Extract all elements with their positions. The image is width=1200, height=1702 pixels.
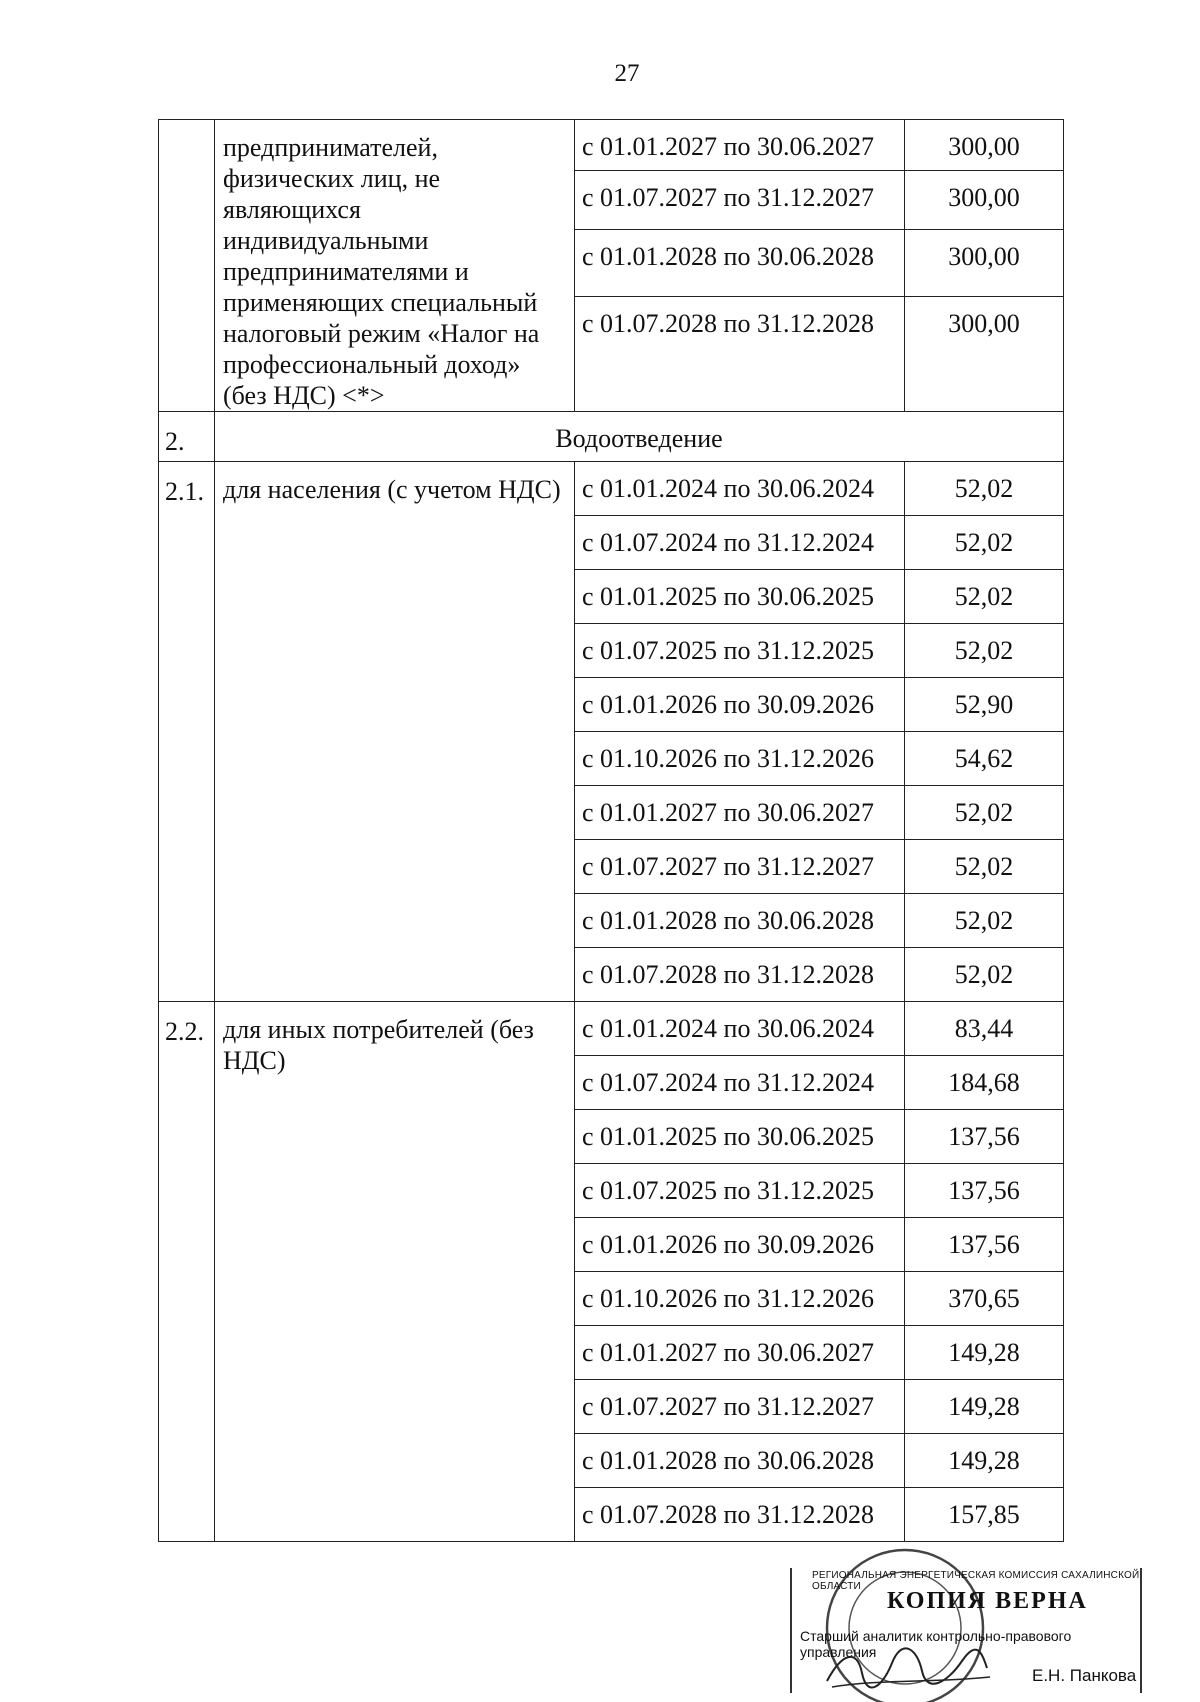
tariff-value-cell: 300,00 <box>905 120 1064 171</box>
period-cell: с 01.10.2026 по 31.12.2026 <box>575 732 905 786</box>
tariff-value-cell: 52,02 <box>905 624 1064 678</box>
handwritten-signature <box>822 1643 992 1693</box>
period-cell: с 01.01.2025 по 30.06.2025 <box>575 570 905 624</box>
period-cell: с 01.01.2027 по 30.06.2027 <box>575 120 905 171</box>
period-cell: с 01.01.2028 по 30.06.2028 <box>575 1434 905 1488</box>
tariff-value-cell: 137,56 <box>905 1164 1064 1218</box>
tariff-value-cell: 149,28 <box>905 1434 1064 1488</box>
consumer-group-cell: предпринимателей, физических лиц, не являющихся индивидуальными предпринимателями и применяющих специальный налоговый режим «Налог на профессиональный доход» (без НДС) <*> <box>215 120 575 412</box>
tariff-value-cell: 52,02 <box>905 462 1064 516</box>
row-number-cell <box>159 120 215 412</box>
certification-stamp <box>780 1530 1150 1702</box>
period-cell: с 01.07.2024 по 31.12.2024 <box>575 516 905 570</box>
row-number-cell: 2.2. <box>159 1002 215 1542</box>
page-number: 27 <box>614 60 640 87</box>
period-cell: с 01.01.2028 по 30.06.2028 <box>575 894 905 948</box>
period-cell: с 01.10.2026 по 31.12.2026 <box>575 1272 905 1326</box>
period-cell: с 01.07.2028 по 31.12.2028 <box>575 1488 905 1542</box>
section-title-cell: Водоотведение <box>215 412 1064 462</box>
tariff-value-cell: 137,56 <box>905 1218 1064 1272</box>
period-cell: с 01.01.2026 по 30.09.2026 <box>575 678 905 732</box>
stamp-organization: РЕГИОНАЛЬНАЯ ЭНЕРГЕТИЧЕСКАЯ КОМИССИЯ САХАЛИНСКОЙ ОБЛАСТИ <box>812 1570 1140 1592</box>
table-row <box>159 1002 1064 1056</box>
tariff-value-cell: 184,68 <box>905 1056 1064 1110</box>
period-cell: с 01.01.2027 по 30.06.2027 <box>575 786 905 840</box>
period-cell: с 01.07.2028 по 31.12.2028 <box>575 296 905 411</box>
tariff-value-cell: 52,90 <box>905 678 1064 732</box>
tariff-value-cell: 52,02 <box>905 840 1064 894</box>
stamp-signer: Е.Н. Панкова <box>1032 1666 1137 1685</box>
table-row <box>159 120 1064 171</box>
period-cell: с 01.01.2026 по 30.09.2026 <box>575 1218 905 1272</box>
tariff-value-cell: 157,85 <box>905 1488 1064 1542</box>
section-row <box>159 412 1064 462</box>
period-cell: с 01.01.2028 по 30.06.2028 <box>575 230 905 296</box>
period-cell: с 01.07.2027 по 31.12.2027 <box>575 840 905 894</box>
row-number-cell: 2.1. <box>159 462 215 1002</box>
consumer-group-cell: для иных потребителей (без НДС) <box>215 1002 575 1542</box>
consumer-group-cell: для населения (с учетом НДС) <box>215 462 575 1002</box>
period-cell: с 01.01.2027 по 30.06.2027 <box>575 1326 905 1380</box>
period-cell: с 01.07.2025 по 31.12.2025 <box>575 1164 905 1218</box>
tariff-value-cell: 52,02 <box>905 570 1064 624</box>
table-row <box>159 462 1064 516</box>
period-cell: с 01.01.2024 по 30.06.2024 <box>575 1002 905 1056</box>
tariff-value-cell: 52,02 <box>905 786 1064 840</box>
section-number-cell: 2. <box>159 412 215 462</box>
tariff-value-cell: 54,62 <box>905 732 1064 786</box>
period-cell: с 01.07.2027 по 31.12.2027 <box>575 171 905 230</box>
period-cell: с 01.07.2024 по 31.12.2024 <box>575 1056 905 1110</box>
tariff-value-cell: 370,65 <box>905 1272 1064 1326</box>
tariff-value-cell: 300,00 <box>905 230 1064 296</box>
stamp-box <box>790 1568 1142 1693</box>
stamp-copy-label: КОПИЯ ВЕРНА <box>887 1588 1088 1614</box>
stamp-role: Старший аналитик контрольно-правового управления <box>800 1628 1072 1660</box>
period-cell: с 01.07.2028 по 31.12.2028 <box>575 948 905 1002</box>
tariff-value-cell: 300,00 <box>905 171 1064 230</box>
tariff-value-cell: 52,02 <box>905 516 1064 570</box>
tariff-table-body <box>159 120 1064 1542</box>
tariff-table <box>158 119 1064 1542</box>
period-cell: с 01.07.2027 по 31.12.2027 <box>575 1380 905 1434</box>
tariff-value-cell: 83,44 <box>905 1002 1064 1056</box>
period-cell: с 01.07.2025 по 31.12.2025 <box>575 624 905 678</box>
tariff-value-cell: 300,00 <box>905 296 1064 411</box>
tariff-value-cell: 52,02 <box>905 894 1064 948</box>
tariff-value-cell: 52,02 <box>905 948 1064 1002</box>
tariff-value-cell: 149,28 <box>905 1326 1064 1380</box>
tariff-value-cell: 137,56 <box>905 1110 1064 1164</box>
tariff-value-cell: 149,28 <box>905 1380 1064 1434</box>
period-cell: с 01.01.2024 по 30.06.2024 <box>575 462 905 516</box>
period-cell: с 01.01.2025 по 30.06.2025 <box>575 1110 905 1164</box>
